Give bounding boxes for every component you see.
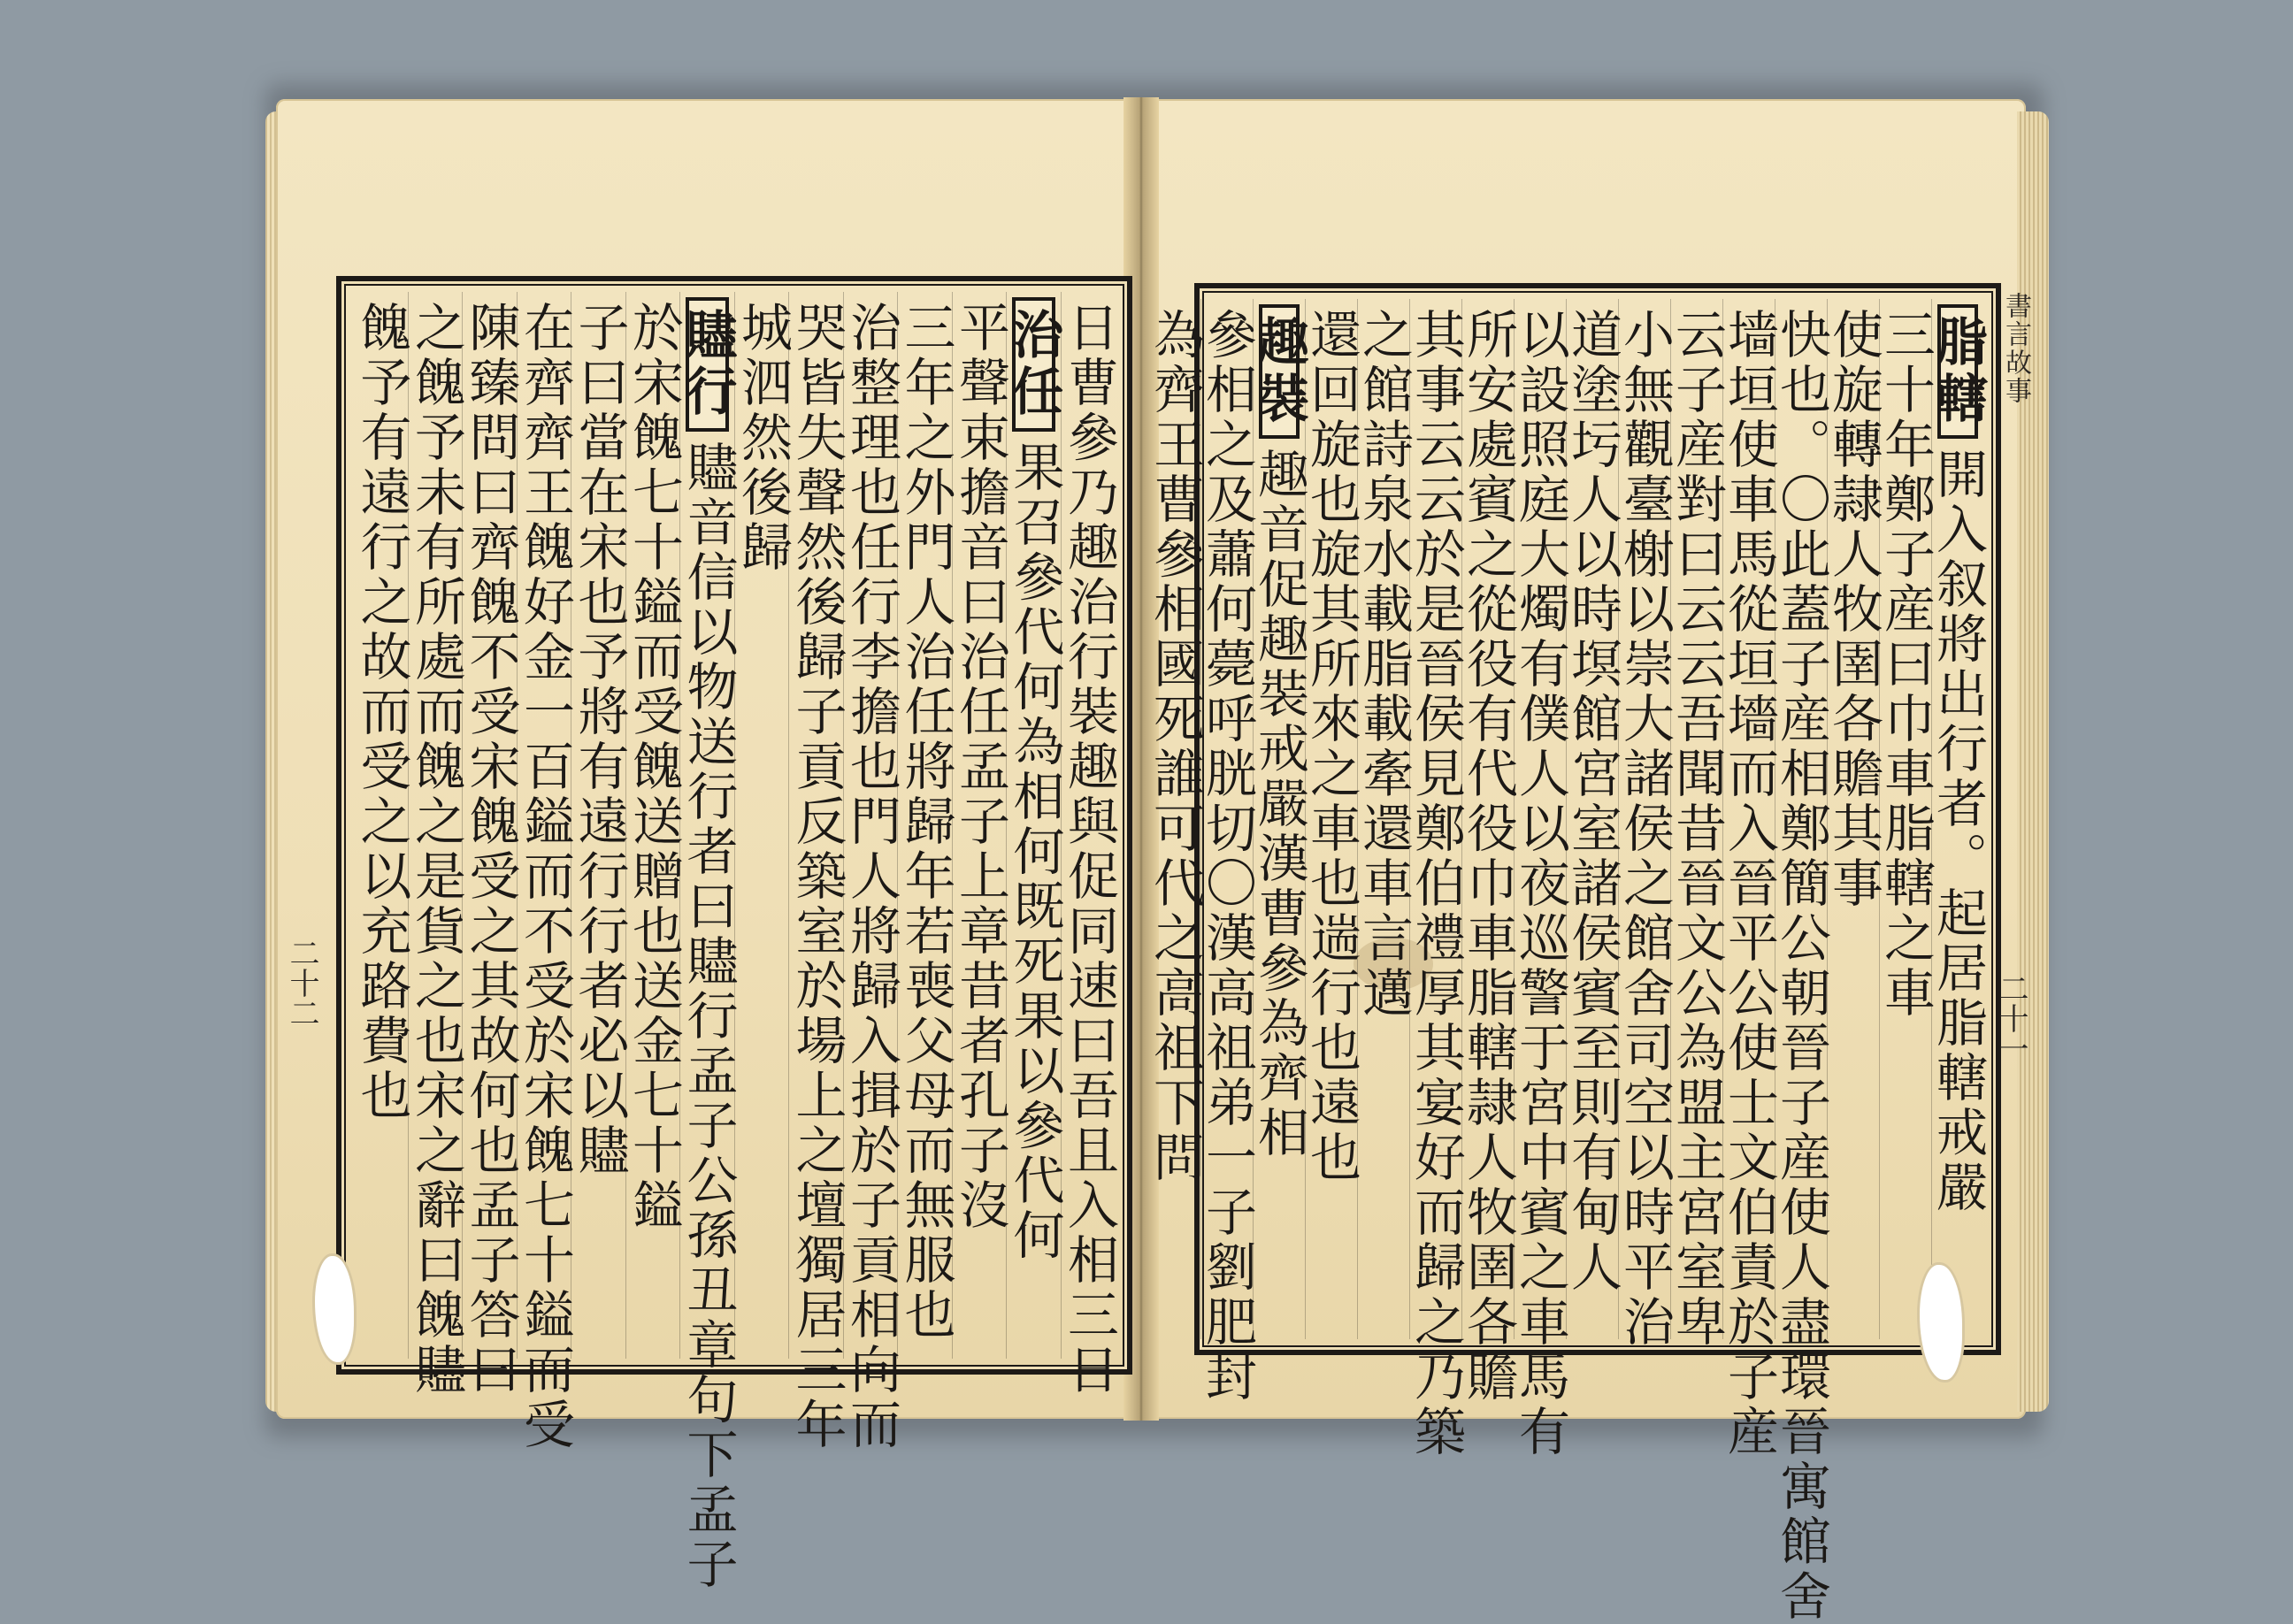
text-column bbox=[1823, 299, 1883, 1339]
text-column bbox=[1875, 299, 1936, 1339]
column-text: 為齊王曹參相國死誰可代之高祖下問 bbox=[1145, 308, 1205, 1185]
text-column bbox=[1059, 292, 1119, 1398]
column-text: 三十年鄭子産曰巾車脂轄之車 bbox=[1875, 308, 1936, 1021]
text-column bbox=[895, 292, 956, 1359]
text-column bbox=[1562, 299, 1622, 1339]
column-text: 云子産對曰云云吾聞昔晉文公為盟主宮室卑 bbox=[1667, 308, 1727, 1350]
boxed-headword: 脂轄 bbox=[1937, 304, 1978, 439]
left-folio-number: 二十二 bbox=[284, 938, 319, 1028]
column-text: 子曰當在宋也予將有遠行行者必以贐 bbox=[569, 301, 630, 1178]
right-page-columns bbox=[1145, 299, 1988, 1624]
column-text: 其事云云於是晉侯見鄭伯禮厚其宴好而歸之乃築 bbox=[1406, 308, 1466, 1459]
column-text: 以設照庭大燭有僕人以夜巡警于宮中賓之車馬有 bbox=[1510, 308, 1570, 1459]
column-text: 使旋轉隷人牧圉各贍其事 bbox=[1823, 308, 1883, 911]
left-page-frame bbox=[336, 276, 1132, 1592]
text-column bbox=[1301, 299, 1361, 1339]
text-column bbox=[1614, 299, 1675, 1350]
text-column bbox=[786, 292, 847, 1452]
left-page-columns bbox=[351, 292, 1119, 1592]
column-text: 參相之及蕭何薨呼胱切〇漢高祖弟一子劉肥封 bbox=[1197, 308, 1257, 1405]
column-text: 開入叙將出行者。起居脂轄戒嚴 bbox=[1928, 448, 1988, 1215]
right-folio-number: 二十一 bbox=[1993, 973, 2028, 1063]
text-column bbox=[1928, 299, 1988, 1339]
text-column bbox=[677, 292, 739, 1592]
column-text: 還回旋也旋其所來之車也遄行也遠也 bbox=[1301, 308, 1361, 1185]
column-text: 治整理也任行李擔也門人將歸入揖於子貢相向而 bbox=[841, 301, 901, 1452]
text-column bbox=[1719, 299, 1779, 1459]
text-column bbox=[1458, 299, 1518, 1405]
column-text: 果召參代何為相何既死果以參代何 bbox=[1004, 440, 1065, 1263]
text-column bbox=[732, 292, 793, 1359]
column-text: 之餽予未有所處而餽之是貨之也宋之辭曰餽贐 bbox=[406, 301, 466, 1398]
column-text: 小無觀臺榭以崇大諸侯之館舍司空以時平治 bbox=[1614, 308, 1675, 1350]
column-text: 趣音促趣裝戒嚴漢曹參為齊相 bbox=[1249, 448, 1309, 1161]
column-text: 三年之外門人治任將歸年若喪父母而無服也 bbox=[895, 301, 956, 1343]
text-column bbox=[1354, 299, 1414, 1339]
column-text: 墙垣使車馬從垣墻而入晉平公使士文伯責於子産 bbox=[1719, 308, 1779, 1459]
column-text: 所安處賓之從役有代役巾車脂轄隷人牧圉各贍 bbox=[1458, 308, 1518, 1405]
column-text: 快也。〇此蓋子産相鄭簡公朝晉子産使人盡環晉寓館舍 bbox=[1771, 308, 1831, 1624]
text-column bbox=[624, 292, 684, 1359]
column-text: 於宋餽七十鎰而受餽送贈也送金七十鎰 bbox=[624, 301, 684, 1233]
column-text: 在齊齊王餽好金一百鎰而不受於宋餽七十鎰而受 bbox=[515, 301, 575, 1452]
text-column bbox=[515, 292, 575, 1452]
text-column bbox=[1667, 299, 1727, 1350]
text-column bbox=[1510, 299, 1570, 1459]
spine-title: 書言故事 bbox=[2000, 292, 2031, 405]
text-column bbox=[1145, 299, 1205, 1339]
text-column bbox=[460, 292, 521, 1398]
column-text: 城泗然後歸 bbox=[732, 301, 793, 575]
column-text: 餽予有遠行之故而受之以充路費也 bbox=[351, 301, 412, 1123]
column-text: 陳臻問曰齊餽不受宋餽受之其故何也孟子答曰 bbox=[460, 301, 521, 1398]
text-column bbox=[1197, 299, 1257, 1405]
column-text: 哭皆失聲然後歸子貢反築室於場上之壇獨居三年 bbox=[786, 301, 847, 1452]
boxed-headword: 治任 bbox=[1012, 297, 1055, 432]
text-column bbox=[1406, 299, 1466, 1459]
boxed-headword: 贐行 bbox=[686, 297, 729, 432]
column-text: 之館詩泉水載脂載牽還車言邁 bbox=[1354, 308, 1414, 1021]
column-text: 贐音信以物送行者曰贐行孟子公孫丑章句下孟子 bbox=[678, 440, 739, 1592]
text-column bbox=[406, 292, 466, 1398]
text-column bbox=[841, 292, 901, 1452]
right-page-frame bbox=[1145, 283, 2001, 1624]
text-column bbox=[950, 292, 1010, 1359]
column-text: 道塗圬人以時塓館宮室諸侯賓至則有甸人 bbox=[1562, 308, 1622, 1295]
column-text: 平聲束擔音曰治任孟子上章昔者孔子沒 bbox=[950, 301, 1010, 1233]
column-text: 日曹參乃趣治行裝趣與促同速曰吾且入相三日 bbox=[1059, 301, 1119, 1398]
text-column bbox=[1771, 299, 1831, 1624]
text-column bbox=[569, 292, 630, 1359]
text-column bbox=[1249, 299, 1309, 1339]
boxed-headword: 趣裝 bbox=[1259, 304, 1300, 439]
text-column bbox=[351, 292, 412, 1359]
text-column bbox=[1003, 292, 1065, 1359]
